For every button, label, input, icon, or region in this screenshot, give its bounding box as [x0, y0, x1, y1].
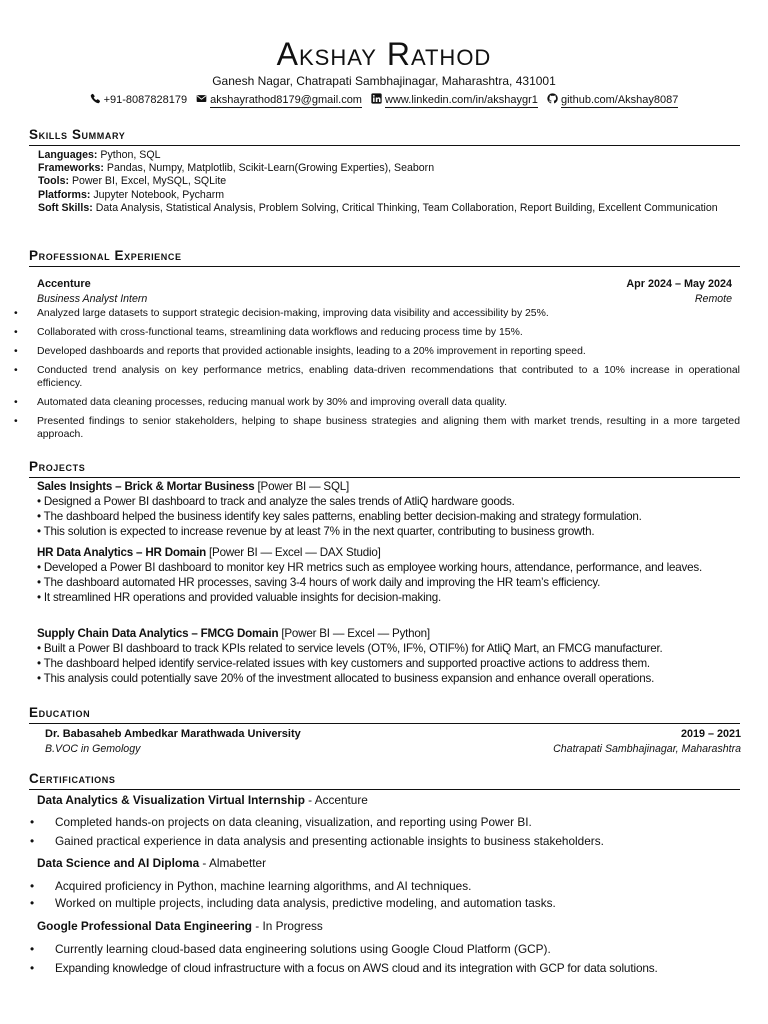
- experience-dates: Apr 2024 – May 2024: [626, 278, 732, 290]
- skill-row: Languages: Python, SQL: [38, 149, 161, 161]
- github-link[interactable]: github.com/Akshay8087: [560, 94, 679, 106]
- education-dates: 2019 – 2021: [680, 728, 741, 740]
- project-name: HR Data Analytics – HR Domain: [37, 546, 207, 559]
- project-line: • This analysis could potentially save 20% of the investment allocated to business expansion and enhance overall operations.: [37, 672, 655, 685]
- envelope-icon: [196, 93, 207, 104]
- project-line: • The dashboard helped identify service-related issues with key customers and supported proactive actions to address them.: [37, 657, 650, 670]
- project-line: • This solution is expected to increase revenue by at least 7% in the next quarter, contributing to business growth.: [37, 525, 595, 538]
- github-contact[interactable]: [547, 93, 678, 108]
- project-hr-analytics: [37, 545, 740, 605]
- phone-number: +91-8087828179: [103, 94, 188, 106]
- certifications-section-title: Certifications: [29, 771, 740, 790]
- experience-section-title: Professional Experience: [29, 248, 740, 267]
- project-sales-insights: [37, 479, 740, 539]
- linkedin-link[interactable]: www.linkedin.com/in/akshaygr1: [385, 94, 538, 106]
- github-icon: [547, 93, 558, 104]
- school-name: Dr. Babasaheb Ambedkar Marathwada University: [45, 728, 301, 740]
- skill-row: Platforms: Jupyter Notebook, Pycharm: [38, 188, 225, 201]
- email-contact[interactable]: [196, 93, 362, 108]
- phone-contact: [90, 93, 188, 108]
- resume-page: Akshay Rathod Ganesh Nagar, Chatrapati Sambhajinagar, Maharashtra, 431001 +91-8087828179 akshayrathod8179@gmail.com www.linkedin.com/in/akshaygr1 github.com/Akshay8087 Skills Summary Languages: Python, SQL Frameworks: Pandas, Numpy, Matplotlib, Scikit-Learn(Growing Experties), Seaborn Tools: Power BI, Excel, MySQL, SQLite Platforms: Jupyter Notebook, Pycharm Soft Skills: Data Analysis, Statistical Analysis, Problem Solving, Critical Thinking, Team Collaboration, Report Building, Excellent Communication Professional Experience Accenture Apr 2024 – May 2024 Business Analyst Intern Remote • Analyzed large datasets to support strategic decision-making, improving data visibility and accessibility by 25%. • Collaborated with cross-functional teams, streamlining data workflows and reducing process time by 15%. • Developed dashboards and reports that provided actionable insights, leading to a 20% improvement in reporting speed. • Conducted trend analysis on key performance metrics, enabling data-driven recommendations that contributed to a 10% increase in operational efficiency. • Automated data cleaning processes, reducing manual work by 30% and improving overall data quality. • Presented findings to senior stakeholders, helping to shape business strategies and aligning them with market trends, resulting in a more targeted approach. Projects Sales Insights – Brick & Mortar Business [Power BI — SQL] • Designed a Power BI dashboard to track and analyze the sales trends of AtliQ hardware goods. • The dashboard helped the business identify key sales patterns, enabling better decision-making and strategy formulation. • This solution is expected to increase revenue by at least 7% in the next quarter, contributing to business growth. HR Data Analytics – HR Domain [Power BI — Excel — DAX Studio] • Developed a Power BI dashboard to monitor key HR metrics such as employee working hours, attendance, performance, and leaves. • The dashboard automated HR processes, saving 3-4 hours of work daily and improving the HR team’s efficiency. • It streamlined HR operations and provided valuable insights for decision-making. Supply Chain Data Analytics – FMCG Domain [Power BI — Excel — Python] • Built a Power BI dashboard to track KPIs related to service levels (OT%, IF%, OTIF%) for AtliQ Mart, an FMCG manufacturer. • The dashboard helped identify service-related issues with key customers and supported proactive actions to address them. • This analysis could potentially save 20% of the investment allocated to business expansion and enhance overall operations. Education Dr. Babasaheb Ambedkar Marathwada University 2019 – 2021 B.VOC in Gemology Chatrapati Sambhajinagar, Maharashtra Certifications Data Analytics & Visualization Virtual Internship - Accenture • Completed hands-on projects on data cleaning, visualization, and reporting using Power BI. • Gained practical experience in data analysis and presenting actionable insights to business stakeholders. Data Science and AI Diploma - Almabetter • Acquired proficiency in Python, machine learning algorithms, and AI techniques. • Worked on multiple projects, including data analysis, predictive modeling, and automation tasks. Google Professional Data Engineering - In Progress • Currently learning cloud-based data engineering solutions using Google Cloud Platform (GCP). • Expanding knowledge of cloud infrastructure with a focus on AWS cloud and its integration with GCP for data solutions.: [0, 0, 768, 1024]
- phone-icon: [90, 93, 101, 104]
- certification-title: Data Analytics & Visualization Virtual Internship - Accenture: [37, 793, 368, 807]
- skill-row: Tools: Power BI, Excel, MySQL, SQLite: [38, 175, 227, 188]
- project-name: Sales Insights – Brick & Mortar Business: [37, 480, 255, 493]
- degree: B.VOC in Gemology: [45, 743, 141, 755]
- project-line: • The dashboard helped the business identify key sales patterns, enabling better decision-making and strategy formulation.: [37, 510, 642, 523]
- education-location: Chatrapati Sambhajinagar, Maharashtra: [553, 743, 741, 755]
- linkedin-icon: [371, 93, 382, 104]
- contact-line: [0, 93, 768, 108]
- education-section-title: Education: [29, 705, 740, 724]
- skill-row: Frameworks: Pandas, Numpy, Matplotlib, Scikit-Learn(Growing Experties), Seaborn: [38, 162, 435, 175]
- certification-title: Data Science and AI Diploma - Almabetter: [37, 856, 267, 870]
- linkedin-contact[interactable]: [371, 93, 538, 108]
- project-supply-chain: [37, 626, 740, 686]
- project-line: • Built a Power BI dashboard to track KPIs related to service levels (OT%, IF%, OTIF%) for AtliQ Mart, an FMCG manufacturer.: [37, 642, 663, 655]
- job-role: Business Analyst Intern: [37, 293, 148, 305]
- project-line: • Developed a Power BI dashboard to monitor key HR metrics such as employee working hours, attendance, performance, and leaves.: [37, 561, 702, 574]
- project-tech: [Power BI — Excel — DAX Studio]: [206, 546, 381, 559]
- project-tech: [Power BI — SQL]: [254, 480, 350, 493]
- project-tech: [Power BI — Excel — Python]: [278, 627, 430, 640]
- project-line: • It streamlined HR operations and provided valuable insights for decision-making.: [37, 591, 441, 604]
- address: Ganesh Nagar, Chatrapati Sambhajinagar, Maharashtra, 431001: [212, 74, 556, 88]
- projects-section-title: Projects: [29, 459, 740, 478]
- project-name: Supply Chain Data Analytics – FMCG Domain: [37, 627, 279, 640]
- company-name: Accenture: [37, 278, 91, 290]
- project-line: • Designed a Power BI dashboard to track and analyze the sales trends of AtliQ hardware goods.: [37, 495, 515, 508]
- skills-section-title: Skills Summary: [29, 127, 740, 146]
- job-location: Remote: [694, 293, 732, 305]
- certification-title: Google Professional Data Engineering - In Progress: [37, 919, 323, 933]
- candidate-name: Akshay Rathod: [276, 36, 492, 72]
- email-link[interactable]: akshayrathod8179@gmail.com: [210, 94, 362, 106]
- skill-row: Soft Skills: Data Analysis, Statistical Analysis, Problem Solving, Critical Thinking, Team Collaboration, Report Building, Excellent Communication: [38, 201, 718, 214]
- project-line: • The dashboard automated HR processes, saving 3-4 hours of work daily and improving the HR team’s efficiency.: [37, 576, 601, 589]
- skills-list: [38, 149, 740, 215]
